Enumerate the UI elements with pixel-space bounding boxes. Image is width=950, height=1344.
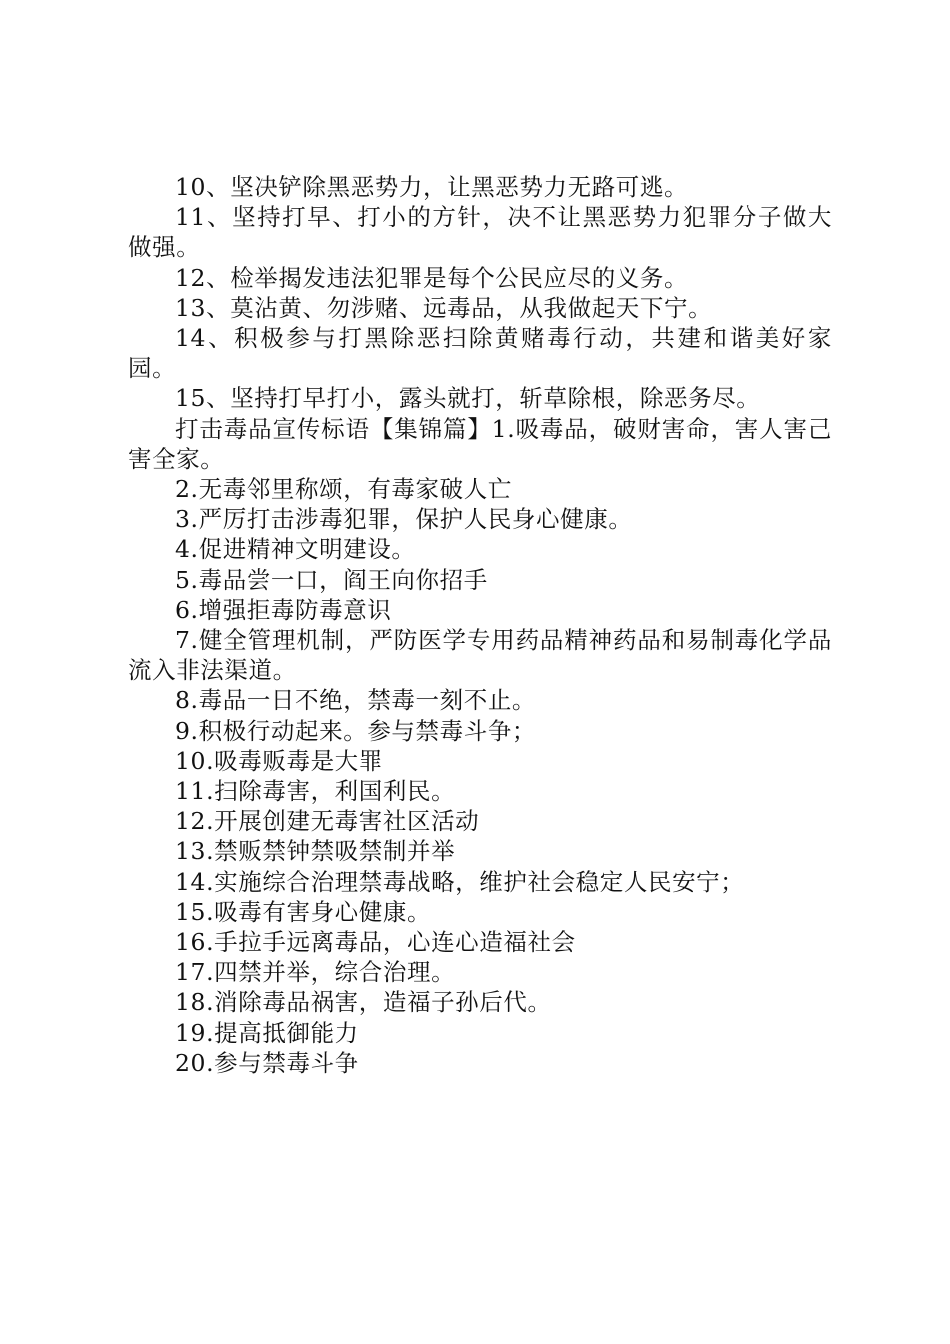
paragraph-20: 14.实施综合治理禁毒战略，维护社会稳定人民安宁； bbox=[175, 867, 745, 896]
paragraph-4: 13、莫沾黄、勿涉赌、远毒品，从我做起天下宁。 bbox=[175, 293, 713, 322]
paragraph-11: 5.毒品尝一口，阎王向你招手 bbox=[175, 565, 488, 594]
paragraph-6: 15、坚持打早打小，露头就打，斩草除根，除恶务尽。 bbox=[175, 384, 761, 413]
document-body bbox=[128, 172, 832, 1078]
paragraph-17: 11.扫除毒害，利国利民。 bbox=[175, 777, 456, 806]
paragraph-1: 10、坚决铲除黑恶势力，让黑恶势力无路可逃。 bbox=[175, 173, 689, 201]
paragraph-2: 11、坚持打早、打小的方针，决不让黑恶势力犯罪分子做大做强。 bbox=[128, 203, 832, 262]
paragraph-15: 9.积极行动起来。参与禁毒斗争； bbox=[175, 716, 537, 745]
paragraph-16: 10.吸毒贩毒是大罪 bbox=[175, 746, 383, 775]
paragraph-14: 8.毒品一日不绝，禁毒一刻不止。 bbox=[175, 686, 537, 715]
paragraph-8: 2.无毒邻里称颂，有毒家破人亡 bbox=[175, 475, 512, 504]
paragraph-23: 17.四禁并举，综合治理。 bbox=[175, 958, 456, 987]
paragraph-21: 15.吸毒有害身心健康。 bbox=[175, 897, 432, 926]
paragraph-9: 3.严厉打击涉毒犯罪，保护人民身心健康。 bbox=[175, 505, 633, 534]
paragraph-22: 16.手拉手远离毒品，心连心造福社会 bbox=[175, 928, 576, 957]
paragraph-25: 19.提高抵御能力 bbox=[175, 1018, 359, 1047]
paragraph-18: 12.开展创建无毒害社区活动 bbox=[175, 807, 480, 836]
paragraph-5: 14、积极参与打黑除恶扫除黄赌毒行动，共建和谐美好家园。 bbox=[128, 324, 832, 383]
paragraph-26: 20.参与禁毒斗争 bbox=[175, 1048, 359, 1077]
paragraph-24: 18.消除毒品祸害，造福子孙后代。 bbox=[175, 988, 552, 1017]
paragraph-12: 6.增强拒毒防毒意识 bbox=[175, 595, 392, 624]
paragraph-7: 打击毒品宣传标语【集锦篇】1.吸毒品，破财害命，害人害己害全家。 bbox=[128, 414, 832, 473]
paragraph-13: 7.健全管理机制，严防医学专用药品精神药品和易制毒化学品流入非法渠道。 bbox=[128, 626, 832, 685]
paragraph-10: 4.促进精神文明建设。 bbox=[175, 535, 416, 564]
paragraph-3: 12、检举揭发违法犯罪是每个公民应尽的义务。 bbox=[175, 263, 689, 292]
paragraph-19: 13.禁贩禁钟禁吸禁制并举 bbox=[175, 837, 456, 866]
